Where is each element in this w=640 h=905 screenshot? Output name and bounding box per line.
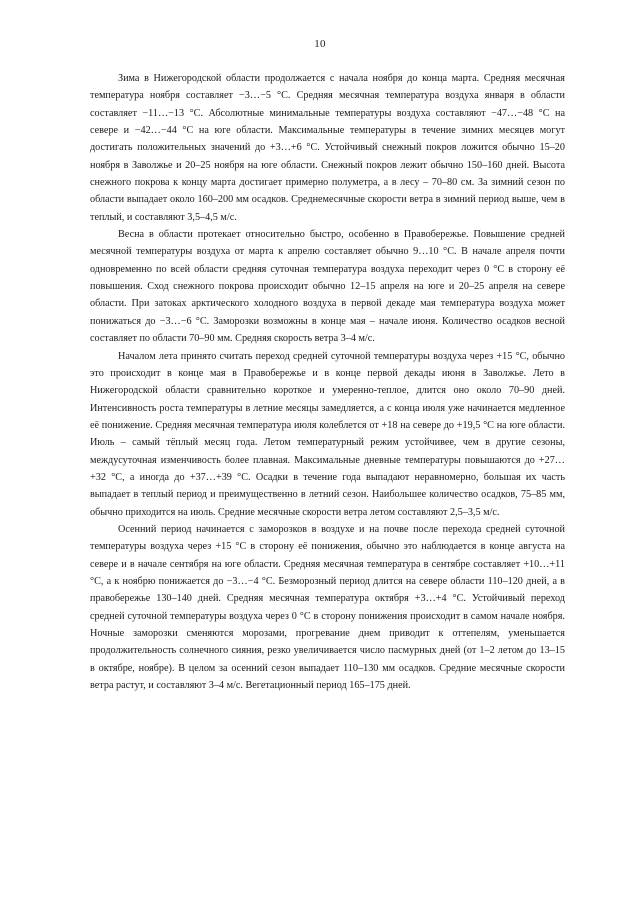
page-body — [90, 70, 565, 694]
paragraph-spring: Весна в области протекает относительно быстро, особенно в Правобережье. Повышение средней месячной температуры воздуха от марта к апрелю составляет обычно 9…10 °С. В начале апреля почти одновременно по всей области средняя суточная температура воздуха переходит через 0 °С в сторону её повышения. Сход снежного покрова происходит обычно 12–15 апреля на юге и 20–25 апреля на севере области. При затоках арктического холодного воздуха в первой декаде мая температура воздуха может понижаться до −3…−6 °С. Заморозки возможны в конце мая – начале июня. Количество осадков весной составляет по области 70–90 мм. Средняя скорость ветра 3–4 м/с. — [90, 229, 565, 345]
paragraph-autumn: Осенний период начинается с заморозков в воздухе и на почве после перехода средней суточной температуры воздуха через +15 °С в сторону её понижения, обычно это наблюдается в конце августа на севере и в начале сентября на юге области. Средняя месячная температура в сентябре составляет +10…+11 °С, а к ноябрю понижается до −3…−4 °С. Безморозный период длится на севере области 110–120 дней, а в правобережье 130–140 дней. Средняя месячная температура октября +3…+4 °С. Устойчивый переход средней суточной температуры воздуха через 0 °С в сторону понижения происходит в самом начале ноября. Ночные заморозки сменяются морозами, прогревание днем приводит к оттепелям, уменьшается продолжительность солнечного сияния, резко увеличивается число пасмурных дней (от 1–2 летом до 13–15 в октябре, ноябре). В целом за осенний сезон выпадает 110–130 мм осадков. Средние месячные скорости ветра растут, и составляют 3–4 м/с. Вегетационный период 165–175 дней. — [90, 523, 565, 692]
paragraph-winter: Зима в Нижегородской области продолжается с начала ноября до конца марта. Средняя месячная температура ноября составляет −3…−5 °С. Средняя месячная температура воздуха января в области составляет −11…−13 °С. Абсолютные минимальные температуры воздуха составляют −47…−48 °С на севере и −42…−44 °С на юге области. Максимальные температуры в течение зимних месяцев могут достигать положительных значений до +3…+6 °С. Устойчивый снежный покров ложится обычно 15–20 ноября в Заволжье и 20–25 ноября на юге области. Снежный покров лежит обычно 150–160 дней. Высота снежного покрова к концу марта достигает примерно полуметра, а в лесу – 70–80 см. За зимний сезон по области выпадает около 160–200 мм осадков. Среднемесячные скорости ветра в зимний период выше, чем в теплый, и составляют 3,5–4,5 м/с. — [90, 73, 565, 223]
page-number: 10 — [314, 38, 326, 50]
paragraph-summer: Началом лета принято считать переход средней суточной температуры воздуха через +15 °С, обычно это происходит в конце мая в Правобережье и в конце первой декады июня в Заволжье. Лето в Нижегородской области сравнительно короткое и умеренно-теплое, длится оно около 70–90 дней. Интенсивность роста температуры в летние месяцы замедляется, а с конца июля уже начинается медленное её понижение. Средняя месячная температура июля колеблется от +18 на севере до +19,5 °С на юге области. Июль – самый тёплый месяц года. Летом температурный режим устойчивее, чем в другие сезоны, междусуточная изменчивость более плавная. Максимальные дневные температуры повышаются до +27…+32 °С, а иногда до +37…+39 °С. Осадки в течение года выпадают неравномерно, большая их часть выпадает в теплый период и преимущественно в летний сезон. Наибольшее количество осадков, 75–85 мм, обычно приходится на июль. Средние месячные скорости ветра летом составляют 2,5–3,5 м/с. — [90, 350, 565, 518]
